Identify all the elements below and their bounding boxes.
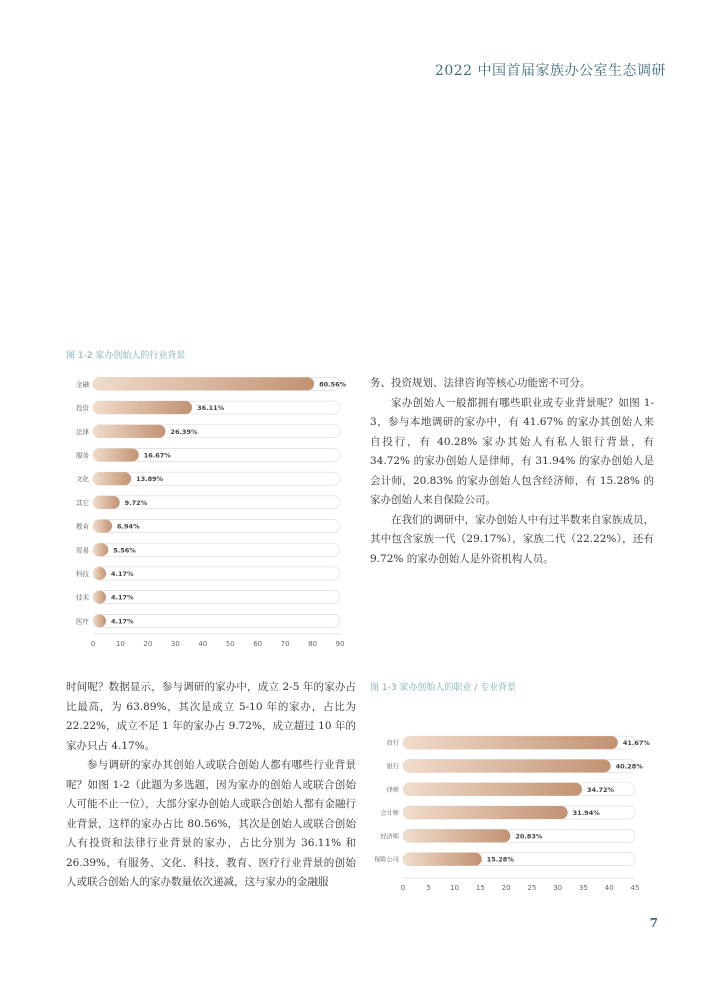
value-label: 4.17% bbox=[111, 617, 134, 626]
value-label: 20.83% bbox=[515, 832, 543, 841]
bar bbox=[403, 853, 482, 866]
category-label: 投资 bbox=[76, 404, 89, 413]
bar bbox=[93, 401, 192, 414]
figure-1-2-caption: 图 1-2 家办创始人的行业背景 bbox=[66, 351, 186, 361]
bar bbox=[93, 377, 314, 390]
category-label: 律师 bbox=[386, 786, 399, 794]
right-paragraph-2: 家办创始人一般都拥有哪些职业或专业背景呢？如图 1-3，参与本地调研的家办中，有 41.67% 的家办其创始人来自投行，有 40.28% 家办其始人有私人银行背景，有 34.72% 的家办创始人是律师，有 31.94% 的家办创始人是会计师，20.83% 的家办创始人包含经济师，有 15.28% 的家办创始人来自保险公司。 bbox=[370, 396, 654, 506]
x-tick-label: 10 bbox=[115, 640, 125, 648]
category-label: 技术 bbox=[76, 593, 89, 602]
x-tick-label: 35 bbox=[578, 884, 588, 892]
x-tick-label: 0 bbox=[90, 640, 96, 648]
x-tick-label: 90 bbox=[335, 640, 345, 648]
x-tick-label: 10 bbox=[450, 884, 460, 892]
x-tick-label: 20 bbox=[143, 640, 153, 648]
value-label: 26.39% bbox=[170, 427, 198, 436]
category-label: 医疗 bbox=[76, 617, 89, 626]
bar bbox=[403, 829, 510, 842]
value-label: 5.56% bbox=[113, 546, 136, 555]
category-label: 服务 bbox=[76, 451, 89, 460]
right-paragraph-3: 在我们的调研中，家办创始人中有过半数来自家族成员，其中包含家族一代（29.17%），家族二代（22.22%），还有 9.72% 的家办创始人是外资机构人员。 bbox=[370, 513, 654, 565]
value-label: 31.94% bbox=[572, 809, 600, 818]
figure-1-2-chart bbox=[60, 366, 360, 651]
x-tick-label: 20 bbox=[501, 884, 511, 892]
value-label: 4.17% bbox=[111, 569, 134, 578]
chart-1-3-svg bbox=[370, 728, 650, 900]
bar bbox=[93, 567, 106, 580]
category-label: 银行 bbox=[386, 763, 399, 771]
category-label: 法律 bbox=[76, 427, 89, 436]
x-tick-label: 5 bbox=[426, 884, 432, 892]
category-label: 保险公司 bbox=[374, 856, 399, 864]
x-tick-label: 40 bbox=[604, 884, 614, 892]
bar bbox=[93, 425, 165, 438]
x-tick-label: 80 bbox=[308, 640, 318, 648]
value-label: 41.67% bbox=[622, 739, 650, 748]
value-label: 40.28% bbox=[615, 762, 643, 771]
category-label: 科技 bbox=[76, 569, 89, 578]
category-label: 经济师 bbox=[380, 833, 399, 841]
value-label: 34.72% bbox=[587, 785, 615, 794]
left-paragraph-2: 参与调研的家办其创始人或联合创始人都有哪些行业背景呢？如图 1-2（此题为多选题，因为家办的创始人或联合创始人可能不止一位），大部分家办创始人或联合创始人都有金融行业背景，这样的家办占比 80.56%，其次是创始人或联合创始人有投资和法律行业背景的家办，占比分别为 36.11% 和 26.39%，有服务、文化、科技、教育、医疗行业背景的创始人或联合创始人的家办数量依次递减，这与家办的金融服 bbox=[66, 759, 356, 888]
category-label: 文化 bbox=[76, 475, 89, 484]
x-tick-label: 45 bbox=[630, 884, 640, 892]
bar bbox=[93, 448, 139, 461]
category-label: 教育 bbox=[76, 522, 89, 531]
x-tick-label: 0 bbox=[400, 884, 406, 892]
x-tick-label: 30 bbox=[170, 640, 180, 648]
value-label: 36.11% bbox=[197, 404, 225, 413]
value-label: 13.89% bbox=[136, 475, 164, 484]
x-tick-label: 30 bbox=[553, 884, 563, 892]
value-label: 15.28% bbox=[486, 855, 514, 864]
category-label: 其它 bbox=[76, 498, 89, 507]
right-paragraph-1: 务、投资规划、法律咨询等核心功能密不可分。 bbox=[370, 377, 591, 389]
left-column-text bbox=[66, 678, 356, 893]
bar bbox=[403, 759, 611, 772]
x-tick-label: 70 bbox=[280, 640, 290, 648]
running-header-title: 2022 中国首届家族办公室生态调研 bbox=[434, 63, 666, 79]
right-column-text bbox=[370, 374, 654, 569]
bar bbox=[93, 520, 112, 533]
bar bbox=[93, 543, 108, 556]
left-paragraph-1: 时间呢？数据显示，参与调研的家办中，成立 2-5 年的家办占比最高，为 63.89%，其次是成立 5-10 年的家办，占比为 22.22%，成立不足 1 年的家办占 9.72%，成立超过 10 年的家办只占 4.17%。 bbox=[66, 681, 356, 752]
bar bbox=[403, 783, 582, 796]
x-tick-label: 40 bbox=[198, 640, 208, 648]
x-tick-label: 50 bbox=[225, 640, 235, 648]
x-tick-label: 25 bbox=[527, 884, 537, 892]
value-label: 6.94% bbox=[117, 522, 140, 531]
x-tick-label: 60 bbox=[253, 640, 263, 648]
category-label: 投行 bbox=[386, 740, 399, 748]
bar bbox=[93, 614, 106, 627]
category-label: 金融 bbox=[76, 380, 89, 389]
bar bbox=[403, 736, 618, 749]
value-label: 4.17% bbox=[111, 593, 134, 602]
chart-1-2-svg bbox=[60, 366, 360, 651]
bar bbox=[403, 806, 568, 819]
bar bbox=[93, 496, 120, 509]
figure-1-3-chart bbox=[370, 728, 650, 900]
value-label: 9.72% bbox=[124, 498, 148, 507]
bar bbox=[93, 472, 131, 485]
category-label: 贸易 bbox=[76, 546, 89, 555]
page-number: 7 bbox=[649, 916, 658, 930]
bar bbox=[93, 591, 106, 604]
x-tick-label: 15 bbox=[475, 884, 485, 892]
figure-1-3-caption: 图 1-3 家办创始人的职业 / 专业背景 bbox=[370, 683, 517, 693]
value-label: 16.67% bbox=[143, 451, 171, 460]
category-label: 会计师 bbox=[380, 810, 399, 818]
value-label: 80.56% bbox=[319, 380, 347, 389]
